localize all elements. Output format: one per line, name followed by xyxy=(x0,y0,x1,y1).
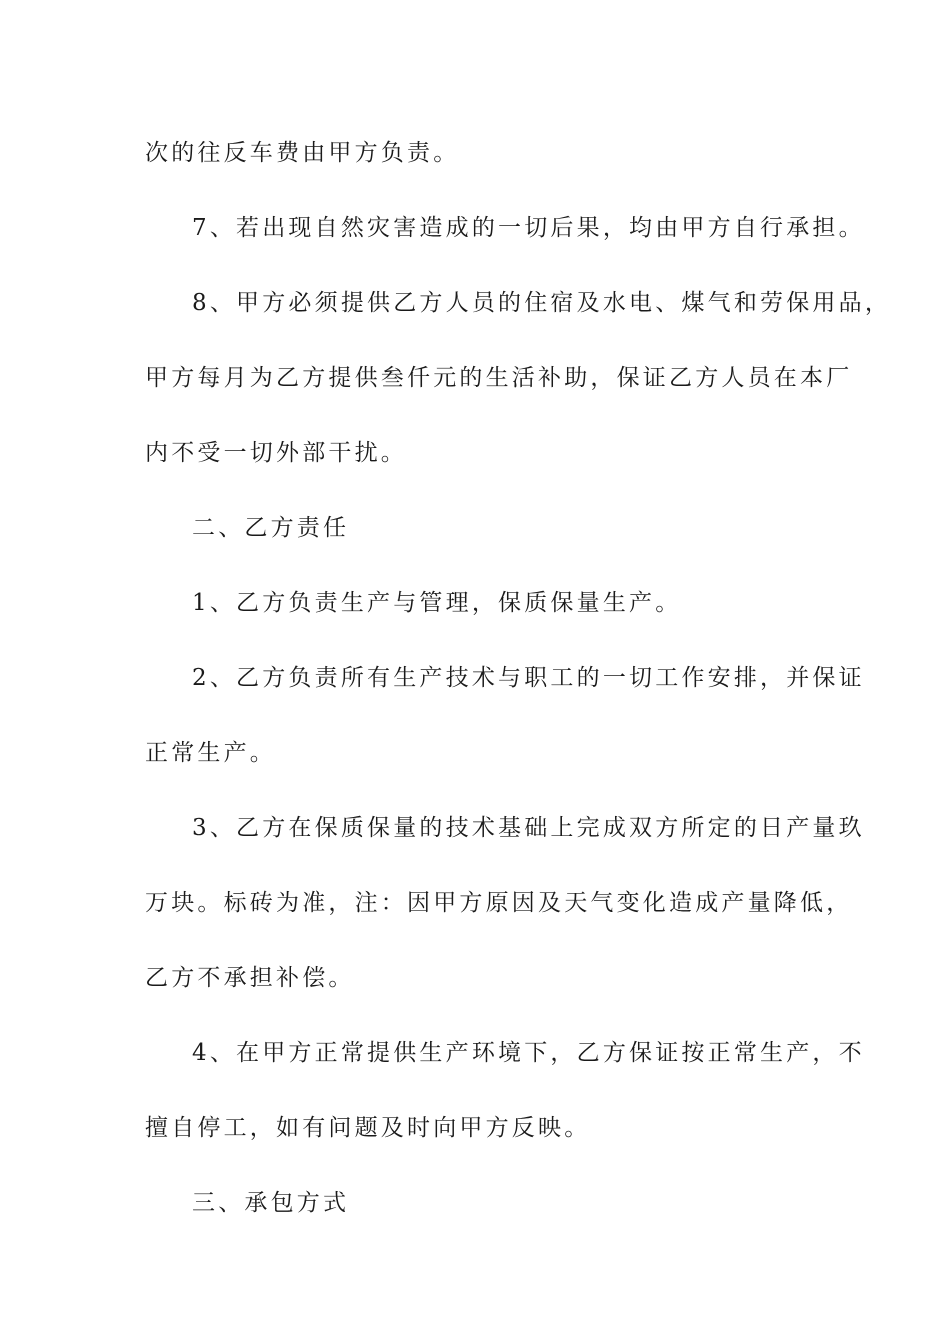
text-line: 甲方每月为乙方提供叁仟元的生活补助，保证乙方人员在本厂 xyxy=(145,365,853,391)
text-line: 2、乙方负责所有生产技术与职工的一切工作安排，并保证 xyxy=(192,665,865,691)
text-line: 7、若出现自然灾害造成的一切后果，均由甲方自行承担。 xyxy=(192,215,865,241)
text-line: 万块。标砖为准，注：因甲方原因及天气变化造成产量降低， xyxy=(145,890,853,916)
text-line: 内不受一切外部干扰。 xyxy=(145,440,407,466)
section-heading: 三、承包方式 xyxy=(192,1190,350,1216)
text-line: 1、乙方负责生产与管理，保质保量生产。 xyxy=(192,590,682,616)
text-line: 4、在甲方正常提供生产环境下，乙方保证按正常生产，不 xyxy=(192,1040,865,1066)
text-line: 3、乙方在保质保量的技术基础上完成双方所定的日产量玖 xyxy=(192,815,865,841)
text-line: 擅自停工，如有问题及时向甲方反映。 xyxy=(145,1115,591,1141)
section-heading: 二、乙方责任 xyxy=(192,515,350,541)
text-line: 次的往反车费由甲方负责。 xyxy=(145,140,460,166)
text-line: 8、甲方必须提供乙方人员的住宿及水电、煤气和劳保用品， xyxy=(192,290,892,316)
text-line: 正常生产。 xyxy=(145,740,276,766)
text-line: 乙方不承担补偿。 xyxy=(145,965,355,991)
